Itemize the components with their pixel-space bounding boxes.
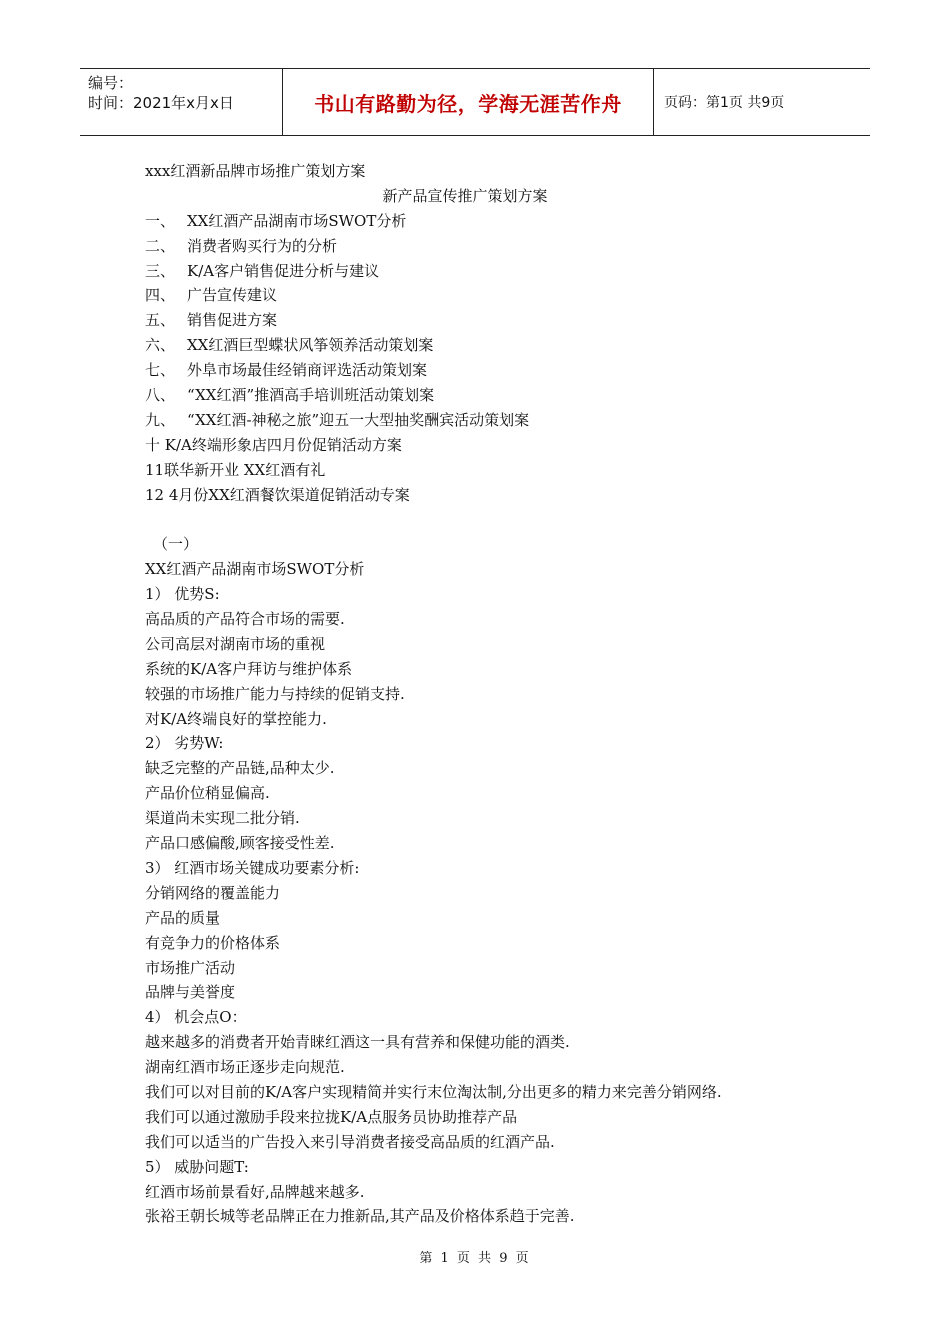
- document-number-label: 编号：: [88, 74, 134, 92]
- toc-item: [145, 234, 825, 259]
- body-line: 5） 威胁问题T:: [145, 1157, 249, 1176]
- body-line: 3） 红酒市场关键成功要素分析:: [145, 858, 360, 877]
- toc-item-text: XX红酒产品湖南市场SWOT分析: [187, 211, 407, 230]
- header-meta: [80, 69, 282, 135]
- table-of-contents: [145, 209, 825, 433]
- toc-item-number: 一、: [145, 211, 176, 230]
- body-line: 有竞争力的价格体系: [145, 933, 281, 952]
- toc-item-text: “XX红酒-神秘之旅”迎五一大型抽奖酬宾活动策划案: [187, 410, 530, 429]
- body-line: 公司高层对湖南市场的重视: [145, 634, 326, 653]
- body-line: 越来越多的消费者开始青睐红酒这一具有营养和保健功能的酒类.: [145, 1033, 570, 1052]
- toc-item-number: 三、: [145, 261, 176, 280]
- toc-item-text: 消费者购买行为的分析: [187, 236, 338, 255]
- toc-item: [145, 383, 825, 408]
- toc-item: [145, 209, 825, 234]
- document-subtitle: 新产品宣传推广策划方案: [382, 186, 548, 205]
- body-line: 4） 机会点O：: [145, 1008, 247, 1027]
- body-line: 产品口感偏酸,顾客接受性差.: [145, 834, 335, 853]
- body-line: 1） 优势S:: [145, 585, 220, 604]
- toc-item-number: 九、: [145, 410, 176, 429]
- header-page-number: 页码：第1页 共9页: [664, 95, 785, 111]
- toc-item: [145, 308, 825, 333]
- toc-item-number: 五、: [145, 311, 176, 330]
- body-line: 高品质的产品符合市场的需要.: [145, 610, 345, 629]
- toc-item: [145, 408, 825, 433]
- body-line: 湖南红酒市场正逐步走向规范.: [145, 1058, 345, 1077]
- document-time-label: 时间：2021年x月x日: [88, 94, 234, 112]
- page-footer: 第 1 页 共 9 页: [419, 1251, 531, 1266]
- body-line: 较强的市场推广能力与持续的促销支持.: [145, 684, 405, 703]
- toc-item: [145, 259, 825, 284]
- toc-item-number: 六、: [145, 336, 176, 355]
- toc-item: 11联华新开业 XX红酒有礼: [145, 460, 326, 479]
- body-line: 分销网络的覆盖能力: [145, 883, 281, 902]
- header-page-cell: [654, 69, 870, 135]
- section-title: XX红酒产品湖南市场SWOT分析: [145, 560, 365, 579]
- toc-item-number: 八、: [145, 386, 176, 405]
- toc-item-number: 七、: [145, 361, 176, 380]
- toc-item: 12 4月份XX红酒餐饮渠道促销活动专案: [145, 485, 410, 504]
- toc-item: 十 K/A终端形象店四月份促销活动方案: [145, 435, 402, 454]
- toc-item-text: 外阜市场最佳经销商评选活动策划案: [187, 361, 428, 380]
- body-line: 市场推广活动: [145, 958, 236, 977]
- toc-item-text: 广告宣传建议: [187, 286, 278, 305]
- body-line: 红酒市场前景看好,品牌越来越多.: [145, 1182, 365, 1201]
- header-motto: 书山有路勤为径，学海无涯苦作舟: [314, 91, 622, 116]
- toc-item-text: K/A客户销售促进分析与建议: [187, 261, 380, 280]
- spacer: [145, 507, 825, 532]
- toc-item: [145, 283, 825, 308]
- toc-extra: [145, 433, 825, 508]
- body-line: 系统的K/A客户拜访与维护体系: [145, 659, 353, 678]
- toc-item-number: 二、: [145, 236, 176, 255]
- toc-item-text: XX红酒巨型蝶状风筝领养活动策划案: [187, 336, 434, 355]
- body-line: 我们可以通过激励手段来拉拢K/A点服务员协助推荐产品: [145, 1107, 518, 1126]
- section-body: [145, 582, 825, 1229]
- body-line: 2） 劣势W:: [145, 734, 224, 753]
- body-line: 缺乏完整的产品链,品种太少.: [145, 759, 335, 778]
- body-line: 我们可以适当的广告投入来引导消费者接受高品质的红酒产品.: [145, 1132, 555, 1151]
- toc-item-number: 四、: [145, 286, 176, 305]
- body-line: 产品的质量: [145, 908, 221, 927]
- toc-item-text: “XX红酒”推酒高手培训班活动策划案: [187, 386, 435, 405]
- body-line: 张裕王朝长城等老品牌正在力推新品,其产品及价格体系趋于完善.: [145, 1207, 575, 1226]
- page-header: [80, 68, 870, 136]
- body-line: 对K/A终端良好的掌控能力.: [145, 709, 327, 728]
- header-motto-cell: [282, 69, 654, 135]
- toc-item: [145, 358, 825, 383]
- body-line: 产品价位稍显偏高.: [145, 784, 270, 803]
- body-line: 我们可以对目前的K/A客户实现精简并实行末位淘汰制,分出更多的精力来完善分销网络.: [145, 1082, 722, 1101]
- toc-item-text: 销售促进方案: [187, 311, 278, 330]
- body-line: 渠道尚未实现二批分销.: [145, 809, 300, 828]
- document-body: [145, 159, 825, 1229]
- section-label: （一）: [153, 535, 199, 554]
- toc-item: [145, 333, 825, 358]
- body-line: 品牌与美誉度: [145, 983, 236, 1002]
- document-title: xxx红酒新品牌市场推广策划方案: [145, 162, 366, 180]
